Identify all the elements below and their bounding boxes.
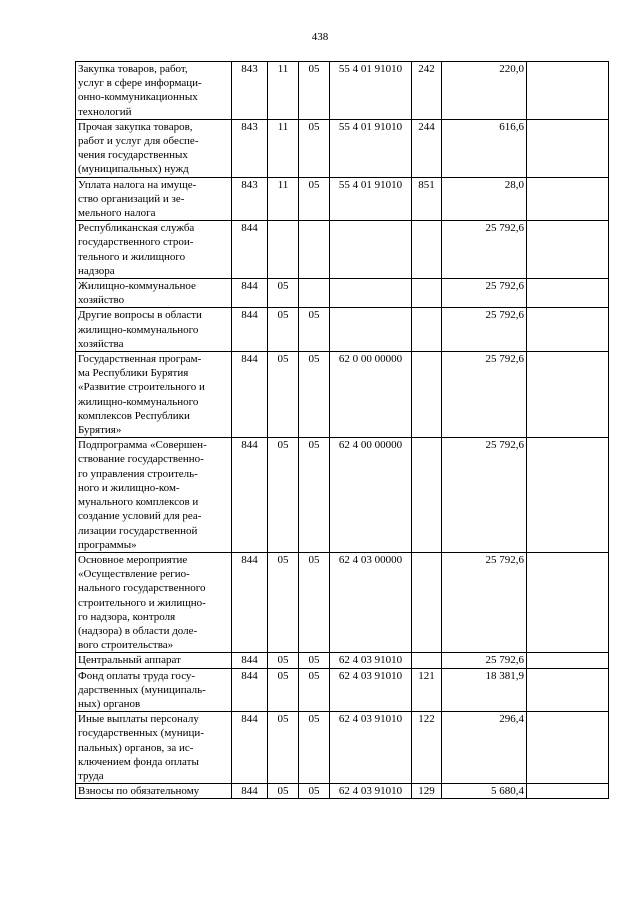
- department-code-cell: 844: [232, 784, 268, 799]
- subsection-code-cell: 05: [299, 352, 330, 438]
- amount-cell: 25 792,6: [442, 438, 527, 553]
- section-code-cell: 11: [268, 62, 299, 120]
- table-row: [76, 352, 609, 438]
- department-code-cell: 844: [232, 352, 268, 438]
- amount-cell: 25 792,6: [442, 221, 527, 279]
- item-name-cell: Основное мероприятие «Осуществление регио- нального государственного строительного и жилищно- го надзора, контроля (надзора) в области доле- вого строительства»: [76, 552, 232, 652]
- expense-type-code-cell: 121: [412, 668, 442, 712]
- table-row: [76, 668, 609, 712]
- subsection-code-cell: 05: [299, 712, 330, 784]
- amount-cell: 18 381,9: [442, 668, 527, 712]
- target-item-code-cell: 55 4 01 91010: [330, 119, 412, 177]
- amount-cell: 25 792,6: [442, 552, 527, 652]
- department-code-cell: 844: [232, 308, 268, 352]
- section-code-cell: 05: [268, 653, 299, 668]
- department-code-cell: 843: [232, 119, 268, 177]
- item-name-cell: Уплата налога на имуще- ство организаций и зе- мельного налога: [76, 177, 232, 221]
- expense-type-code-cell: [412, 352, 442, 438]
- target-item-code-cell: 62 4 03 91010: [330, 712, 412, 784]
- table-row: [76, 653, 609, 668]
- amount-cell: 25 792,6: [442, 352, 527, 438]
- section-code-cell: 05: [268, 712, 299, 784]
- empty-cell: [527, 784, 609, 799]
- section-code-cell: 11: [268, 119, 299, 177]
- subsection-code-cell: 05: [299, 119, 330, 177]
- section-code-cell: 05: [268, 784, 299, 799]
- department-code-cell: 843: [232, 62, 268, 120]
- subsection-code-cell: 05: [299, 62, 330, 120]
- empty-cell: [527, 62, 609, 120]
- subsection-code-cell: 05: [299, 177, 330, 221]
- subsection-code-cell: 05: [299, 552, 330, 652]
- empty-cell: [527, 712, 609, 784]
- target-item-code-cell: 62 4 03 91010: [330, 784, 412, 799]
- expense-type-code-cell: 122: [412, 712, 442, 784]
- target-item-code-cell: [330, 308, 412, 352]
- section-code-cell: 05: [268, 438, 299, 553]
- section-code-cell: 05: [268, 552, 299, 652]
- item-name-cell: Республиканская служба государственного строи- тельного и жилищного надзора: [76, 221, 232, 279]
- subsection-code-cell: 05: [299, 653, 330, 668]
- table-row: [76, 784, 609, 799]
- empty-cell: [527, 119, 609, 177]
- item-name-cell: Закупка товаров, работ, услуг в сфере информаци- онно-коммуникационных технологий: [76, 62, 232, 120]
- section-code-cell: 05: [268, 352, 299, 438]
- department-code-cell: 844: [232, 653, 268, 668]
- item-name-cell: Подпрограмма «Совершен- ствование государственно- го управления строитель- ного и жилищно-ком- мунального комплексов и создание условий для реа- лизации государственной программы»: [76, 438, 232, 553]
- expense-type-code-cell: [412, 438, 442, 553]
- item-name-cell: Государственная програм- ма Республики Бурятия «Развитие строительного и жилищно-коммунального комплексов Республики Бурятия»: [76, 352, 232, 438]
- item-name-cell: Центральный аппарат: [76, 653, 232, 668]
- target-item-code-cell: 62 4 03 91010: [330, 653, 412, 668]
- department-code-cell: 844: [232, 552, 268, 652]
- section-code-cell: 11: [268, 177, 299, 221]
- target-item-code-cell: 62 4 00 00000: [330, 438, 412, 553]
- empty-cell: [527, 308, 609, 352]
- table-row: [76, 62, 609, 120]
- amount-cell: 25 792,6: [442, 653, 527, 668]
- expense-type-code-cell: [412, 221, 442, 279]
- item-name-cell: Иные выплаты персоналу государственных (муници- пальных) органов, за ис- ключением фонда оплаты труда: [76, 712, 232, 784]
- department-code-cell: 844: [232, 668, 268, 712]
- target-item-code-cell: 62 4 03 91010: [330, 668, 412, 712]
- empty-cell: [527, 352, 609, 438]
- subsection-code-cell: 05: [299, 308, 330, 352]
- section-code-cell: [268, 221, 299, 279]
- empty-cell: [527, 552, 609, 652]
- amount-cell: 616,6: [442, 119, 527, 177]
- item-name-cell: Взносы по обязательному: [76, 784, 232, 799]
- target-item-code-cell: 62 0 00 00000: [330, 352, 412, 438]
- table-row: [76, 279, 609, 308]
- page-number: 438: [311, 31, 329, 43]
- subsection-code-cell: 05: [299, 668, 330, 712]
- empty-cell: [527, 221, 609, 279]
- table-body: [76, 62, 609, 799]
- table-row: [76, 712, 609, 784]
- subsection-code-cell: [299, 221, 330, 279]
- table-row: [76, 552, 609, 652]
- target-item-code-cell: [330, 279, 412, 308]
- department-code-cell: 843: [232, 177, 268, 221]
- amount-cell: 296,4: [442, 712, 527, 784]
- item-name-cell: Прочая закупка товаров, работ и услуг для обеспе- чения государственных (муниципальных) нужд: [76, 119, 232, 177]
- amount-cell: 25 792,6: [442, 279, 527, 308]
- amount-cell: 5 680,4: [442, 784, 527, 799]
- section-code-cell: 05: [268, 668, 299, 712]
- item-name-cell: Другие вопросы в области жилищно-коммунального хозяйства: [76, 308, 232, 352]
- table-row: [76, 221, 609, 279]
- expense-type-code-cell: 244: [412, 119, 442, 177]
- budget-table: [75, 61, 609, 799]
- table-row: [76, 119, 609, 177]
- amount-cell: 28,0: [442, 177, 527, 221]
- department-code-cell: 844: [232, 438, 268, 553]
- subsection-code-cell: 05: [299, 784, 330, 799]
- item-name-cell: Фонд оплаты труда госу- дарственных (муниципаль- ных) органов: [76, 668, 232, 712]
- department-code-cell: 844: [232, 279, 268, 308]
- expense-type-code-cell: [412, 552, 442, 652]
- expense-type-code-cell: [412, 279, 442, 308]
- item-name-cell: Жилищно-коммунальное хозяйство: [76, 279, 232, 308]
- empty-cell: [527, 438, 609, 553]
- target-item-code-cell: 55 4 01 91010: [330, 177, 412, 221]
- expense-type-code-cell: [412, 653, 442, 668]
- amount-cell: 25 792,6: [442, 308, 527, 352]
- section-code-cell: 05: [268, 279, 299, 308]
- table-row: [76, 308, 609, 352]
- subsection-code-cell: 05: [299, 438, 330, 553]
- expense-type-code-cell: 242: [412, 62, 442, 120]
- empty-cell: [527, 177, 609, 221]
- empty-cell: [527, 279, 609, 308]
- department-code-cell: 844: [232, 712, 268, 784]
- department-code-cell: 844: [232, 221, 268, 279]
- table-row: [76, 438, 609, 553]
- amount-cell: 220,0: [442, 62, 527, 120]
- target-item-code-cell: 55 4 01 91010: [330, 62, 412, 120]
- expense-type-code-cell: 851: [412, 177, 442, 221]
- section-code-cell: 05: [268, 308, 299, 352]
- table-row: [76, 177, 609, 221]
- expense-type-code-cell: 129: [412, 784, 442, 799]
- empty-cell: [527, 668, 609, 712]
- empty-cell: [527, 653, 609, 668]
- expense-type-code-cell: [412, 308, 442, 352]
- target-item-code-cell: 62 4 03 00000: [330, 552, 412, 652]
- target-item-code-cell: [330, 221, 412, 279]
- subsection-code-cell: [299, 279, 330, 308]
